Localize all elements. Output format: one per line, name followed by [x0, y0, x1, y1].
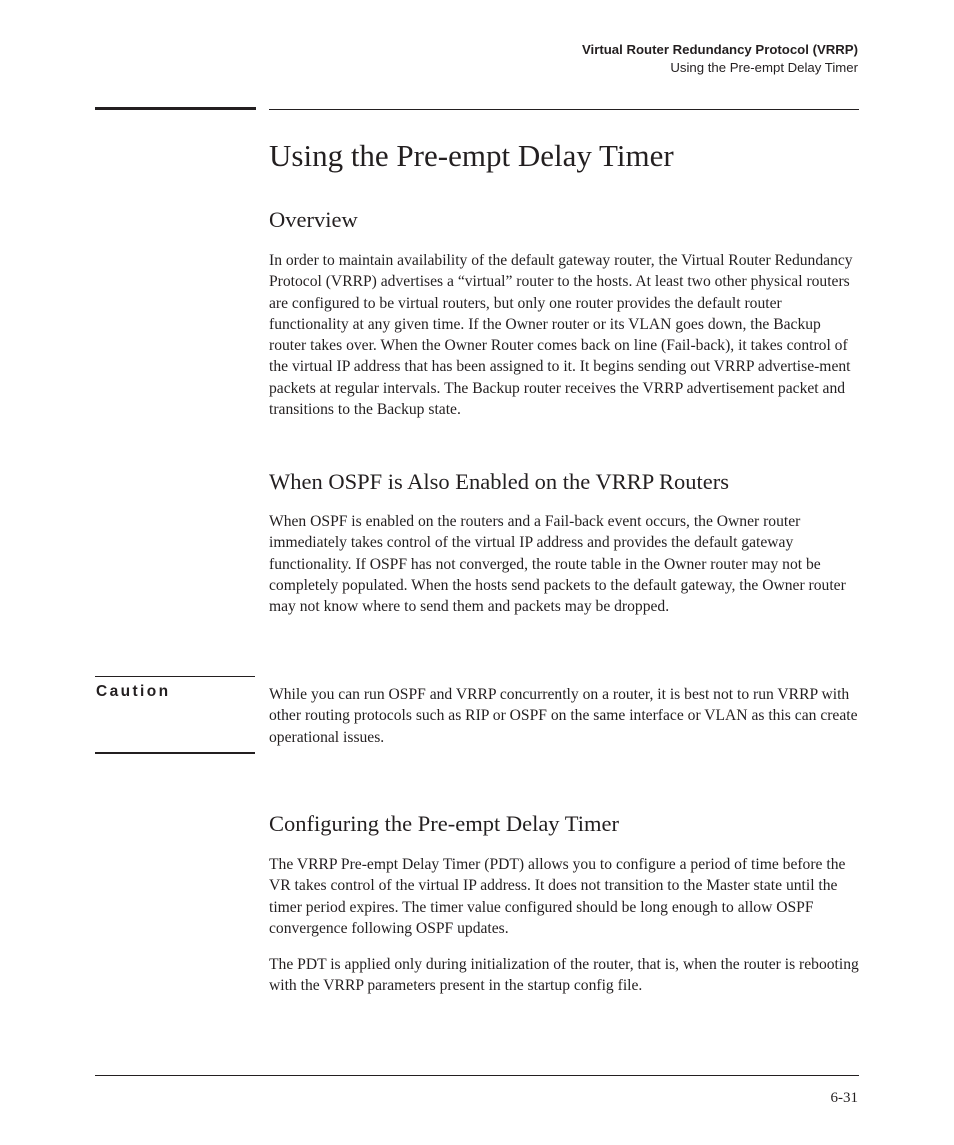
top-rule-left	[95, 107, 256, 110]
caution-label: Caution	[96, 683, 171, 700]
top-rule-right	[269, 109, 859, 110]
overview-heading: Overview	[269, 207, 358, 232]
section-title: Using the Pre-empt Delay Timer	[670, 60, 858, 75]
chapter-title: Virtual Router Redundancy Protocol (VRRP)	[582, 42, 858, 57]
overview-paragraph: In order to maintain availability of the default gateway router, the Virtual Router Redundancy Protocol (VRRP) advertises a “virtual” router to the hosts. At least two other physical routers are configured to be virtual routers, but only one router provides the default router functionality at any given time. If the Owner router or its VLAN goes down, the Backup router takes over. When the Owner Router comes back on line (Fail-back), it takes control of the virtual IP address that has been assigned to it. It begins sending out VRRP advertise-ment packets at regular intervals. The Backup router receives the VRRP advertisement packet and transitions to the Backup state.	[269, 252, 853, 419]
running-header	[582, 41, 858, 77]
configuring-paragraph-1: The VRRP Pre-empt Delay Timer (PDT) allows you to configure a period of time before the VR takes control of the virtual IP address. It does not transition to the Master state until the timer period expires. The timer value configured should be long enough to allow OSPF convergence following OSPF updates.	[269, 856, 846, 937]
ospf-paragraph: When OSPF is enabled on the routers and a Fail-back event occurs, the Owner router immediately takes control of the virtual IP address and provides the default gateway functionality. If OSPF has not converged, the route table in the Owner router may not be completely populated. When the hosts send packets to the default gateway, the Owner router may not know where to send them and packets may be dropped.	[269, 513, 846, 616]
configuring-heading: Configuring the Pre-empt Delay Timer	[269, 811, 619, 836]
ospf-heading: When OSPF is Also Enabled on the VRRP Routers	[269, 469, 730, 494]
caution-rule-bottom	[95, 752, 255, 754]
page-number: 6-31	[830, 1090, 858, 1106]
footer-rule	[95, 1075, 859, 1076]
page-title: Using the Pre-empt Delay Timer	[269, 138, 674, 173]
configuring-paragraph-2: The PDT is applied only during initialization of the router, that is, when the router is rebooting with the VRRP parameters present in the startup config file.	[269, 956, 859, 995]
caution-rule-top	[95, 676, 255, 677]
caution-text: While you can run OSPF and VRRP concurrently on a router, it is best not to run VRRP with other routing protocols such as RIP or OSPF on the same interface or VLAN as this can create operational issues.	[269, 686, 858, 746]
